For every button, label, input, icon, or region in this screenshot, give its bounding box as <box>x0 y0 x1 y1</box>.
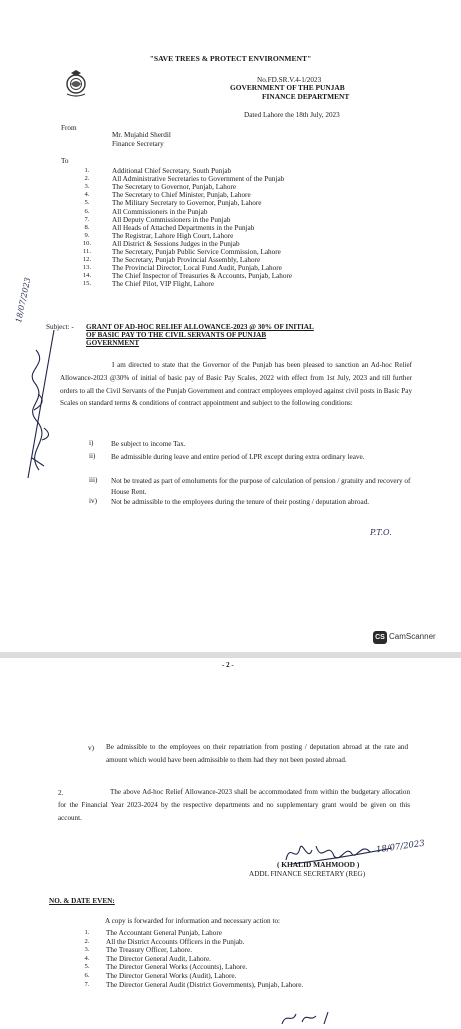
addressee-item-number: 15. <box>82 280 92 288</box>
dated-line: Dated Lahore the 18th July, 2023 <box>244 111 340 119</box>
from-title: Finance Secretary <box>112 140 164 148</box>
signatory-name: ( KHALID MAHMOOD ) <box>277 860 360 869</box>
camscanner-label: CamScanner <box>389 632 436 641</box>
copy-item-text: The Director General Works (Accounts), Lahore. <box>106 963 248 972</box>
copy-item-text: The Treasury Officer, Lahore. <box>106 946 192 955</box>
addressee-item-number: 3. <box>84 183 90 191</box>
signatory-designation: ADDL FINANCE SECRETARY (REG) <box>249 870 366 878</box>
copy-item-number: 3. <box>84 946 90 954</box>
from-label: From <box>61 124 77 132</box>
copy-item-number: 7. <box>84 980 90 988</box>
addressee-item-text: The Secretary, Punjab Provincial Assembly, Lahore <box>112 256 261 265</box>
subject-line-2: OF BASIC PAY TO THE CIVIL SERVANTS OF PUNJAB <box>86 331 267 339</box>
condition-text: Be admissible during leave and entire period of LPR except during extra ordinary leave. <box>111 453 365 461</box>
copy-item-number: 6. <box>84 972 90 979</box>
addressee-item-number: 2. <box>84 175 90 183</box>
addressee-item-text: The Secretary to Governor, Punjab, Lahore <box>112 183 237 192</box>
punjab-emblem-icon <box>63 68 89 98</box>
addressee-item-text: All Administrative Secretaries to Government of the Punjab <box>112 175 285 184</box>
camscanner-logo: CS <box>373 631 387 644</box>
addressee-item-text: All Commissioners in the Punjab <box>112 207 208 216</box>
copy-item-number: 2. <box>84 937 90 945</box>
tagline: "SAVE TREES & PROTECT ENVIRONMENT" <box>149 54 312 63</box>
government-title: GOVERNMENT OF THE PUNJAB <box>230 83 345 92</box>
addressee-item-number: 5. <box>84 199 90 207</box>
addressee-item-number: 1. <box>84 167 90 174</box>
addressee-item-number: 9. <box>84 231 90 239</box>
condition-number: i) <box>89 439 94 447</box>
addressee-item-text: The Military Secretary to Governor, Punjab, Lahore <box>112 199 262 208</box>
addressee-item-number: 10. <box>82 239 92 247</box>
condition-number: iii) <box>89 476 98 484</box>
department-title: FINANCE DEPARTMENT <box>262 92 350 101</box>
addressee-item-number: 14. <box>82 272 92 280</box>
condition-v-text: Be admissible to the employees on their repatriation from posting / deputation abroad at the rate and amount which would have been admissible to them had they not been posted abroad. <box>106 743 408 764</box>
body-paragraph-1: I am directed to state that the Governor of the Punjab has been pleased to sanction an Ad-hoc Relief Allowance-2023 @30% of initial of basic pay of Basic Pay Scales, 2022 with effect from 1st July, 2023 and till further orders to all the Civil Servants of the Punjab Government and contract employees employed against civil posts in Basic Pay Scales on standard terms & conditions of contract appointment and subject to the following conditions: <box>60 361 412 408</box>
copy-item-text: The Director General Works (Audit), Lahore. <box>106 972 237 980</box>
copy-item-number: 4. <box>84 954 90 962</box>
page-number: - 2 - <box>222 661 234 669</box>
addressee-item-text: The Chief Pilot, VIP Flight, Lahore <box>112 280 215 289</box>
endorsement-heading: NO. & DATE EVEN: <box>49 897 115 905</box>
addressee-item-text: The Secretary, Punjab Public Service Commission, Lahore <box>112 248 281 256</box>
addressee-item-number: 4. <box>84 191 90 199</box>
addressee-item-number: 8. <box>84 223 90 231</box>
copy-item-text: All the District Accounts Officers in the Punjab. <box>106 937 245 946</box>
reference-number: No.FD.SR.V.4-1/2023 <box>257 76 322 84</box>
addressee-item-text: All Deputy Commissioners in the Punjab <box>112 215 231 224</box>
copy-item-number: 1. <box>84 929 90 936</box>
condition-number: iv) <box>89 497 97 505</box>
margin-date: 18/07/2023 <box>14 276 33 324</box>
condition-number: ii) <box>89 452 96 460</box>
to-label: To <box>61 157 69 165</box>
pto-note: P.T.O. <box>370 528 392 537</box>
addressee-item-number: 6. <box>84 207 90 215</box>
condition-text: Not be admissible to the employees during the tenure of their posting / deputation abroad. <box>111 498 370 506</box>
page-divider <box>0 652 461 658</box>
copy-intro: A copy is forwarded for information and necessary action to: <box>105 917 281 925</box>
subject-label: Subject: - <box>46 323 74 331</box>
addressee-item-text: All Heads of Attached Departments in the Punjab <box>112 223 255 232</box>
condition-v-number: v) <box>88 744 94 752</box>
subject-line-3: GOVERNMENT <box>86 339 140 347</box>
addressee-item-text: The Provincial Director, Local Fund Audit, Punjab, Lahore <box>112 264 282 273</box>
signature-date: 18/07/2023 <box>375 838 426 856</box>
copy-item-number: 5. <box>84 963 90 971</box>
addressee-item-text: Additional Chief Secretary, South Punjab <box>112 167 232 175</box>
addressee-item-text: The Chief Inspector of Treasuries & Accounts, Punjab, Lahore <box>112 272 293 281</box>
addressee-item-number: 12. <box>82 256 92 264</box>
copy-item-text: The Director General Audit, Lahore. <box>106 954 211 963</box>
condition-text: Not be treated as part of emoluments for the purpose of calculation of pension / gratuity and recovery of House Rent. <box>111 477 411 496</box>
addressee-item-number: 13. <box>82 264 92 272</box>
copy-item-text: The Accountant General Punjab, Lahore <box>106 929 222 937</box>
addressee-item-text: All District & Sessions Judges in the Punjab <box>112 239 240 248</box>
addressee-item-text: The Registrar, Lahore High Court, Lahore <box>112 231 234 240</box>
addressee-item-text: The Secretary to Chief Minister, Punjab, Lahore <box>112 191 251 200</box>
partial-signature <box>280 1010 370 1024</box>
para-2-number: 2. <box>58 789 64 797</box>
from-name: Mr. Mujahid Sherdil <box>112 131 171 139</box>
subject-line-1: GRANT OF AD-HOC RELIEF ALLOWANCE-2023 @ 30% OF INITIAL <box>86 323 314 331</box>
copy-item-text: The Director General Audit (District Governments), Punjab, Lahore. <box>106 980 304 989</box>
para-2-text: The above Ad-hoc Relief Allowance-2023 shall be accommodated from within the budgetary allocation for the Financial Year 2023-2024 by the respective departments and no supplementary grant would be given on this account. <box>58 788 410 822</box>
condition-text: Be subject to income Tax. <box>111 440 186 448</box>
addressee-item-number: 7. <box>84 215 90 223</box>
addressee-item-number: 11. <box>83 248 91 255</box>
